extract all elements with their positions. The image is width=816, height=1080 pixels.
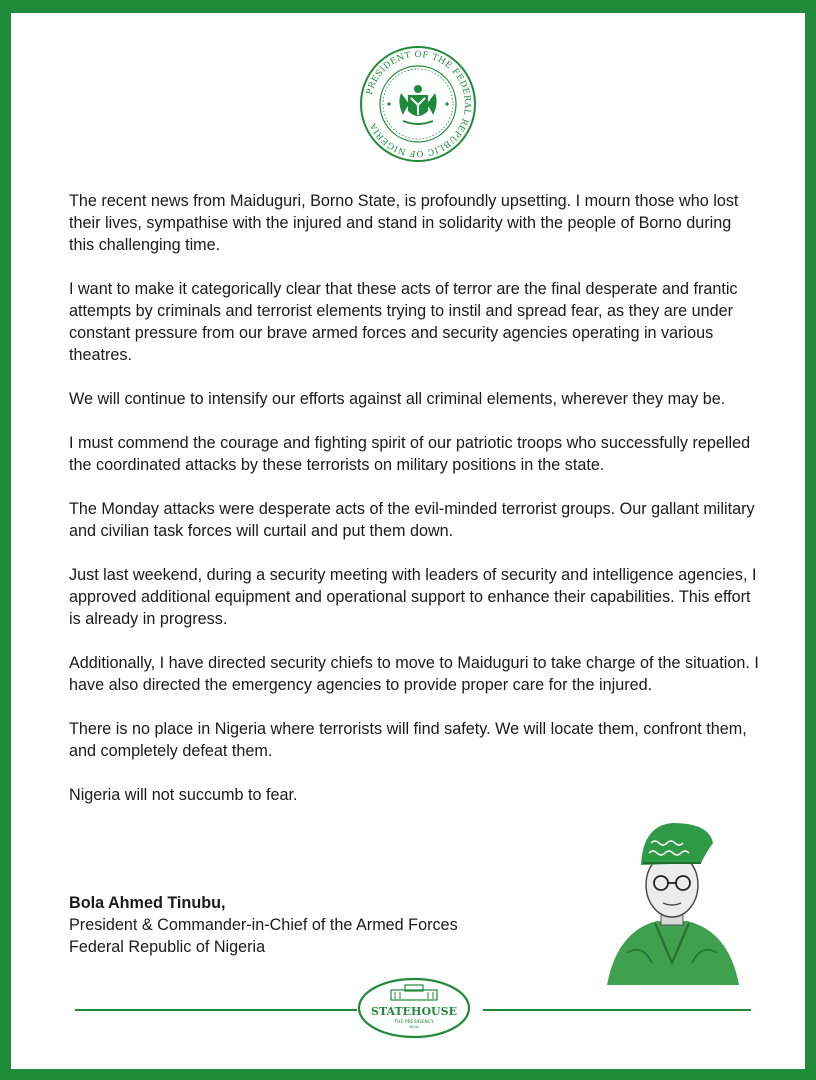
statehouse-logo — [357, 977, 471, 1039]
paragraph: I want to make it categorically clear that these acts of terror are the final desperate and frantic attempts by criminals and terrorist elements trying to instil and spread fear, as they are under constant pressure from our brave armed forces and security agencies operating in various theatres. — [69, 280, 738, 364]
paragraph: There is no place in Nigeria where terrorists will find safety. We will locate them, confront them, and completely defeat them. — [69, 720, 747, 760]
signature-block — [69, 892, 458, 958]
paragraph: Just last weekend, during a security meeting with leaders of security and intelligence agencies, I approved additional equipment and operational support to enhance their capabilities. This effort is already in progress. — [69, 566, 757, 628]
paragraph: I must commend the courage and fighting spirit of our patriotic troops who successfully repelled the coordinated attacks by these terrorists on military positions in the state. — [69, 434, 751, 474]
paragraph: We will continue to intensify our efforts against all criminal elements, wherever they may be. — [69, 390, 726, 408]
president-portrait-illustration — [597, 813, 747, 988]
footer-rule-left — [75, 1009, 357, 1011]
paragraph: The recent news from Maiduguri, Borno State, is profoundly upsetting. I mourn those who lost their lives, sympathise with the injured and stand in solidarity with the people of Borno during this challenging time. — [69, 192, 739, 254]
statehouse-logo-subtext: THE PRESIDENCY — [394, 1020, 434, 1025]
statement-body — [69, 190, 759, 828]
statehouse-logo-text: STATEHOUSE — [371, 1005, 457, 1018]
signatory-name: Bola Ahmed Tinubu, — [69, 894, 226, 912]
paragraph: Additionally, I have directed security chiefs to move to Maiduguri to take charge of the situation. I have also directed the emergency agencies to provide proper care for the injured. — [69, 654, 759, 694]
statement-page — [11, 13, 805, 1069]
paragraph: Nigeria will not succumb to fear. — [69, 786, 298, 804]
signatory-title: President & Commander-in-Chief of the Armed Forces — [69, 916, 458, 934]
paragraph: The Monday attacks were desperate acts of the evil-minded terrorist groups. Our gallant military and civilian task forces will curtail and put them down. — [69, 500, 755, 540]
statehouse-logo-small: ABUJA — [409, 1025, 419, 1029]
presidential-seal-icon — [359, 45, 477, 163]
footer-rule-right — [483, 1009, 751, 1011]
svg-text:PRESIDENT OF THE FEDERAL REPUB: PRESIDENT OF THE FEDERAL REPUBLIC OF NIGERIA — [364, 49, 473, 159]
signatory-country: Federal Republic of Nigeria — [69, 938, 266, 956]
